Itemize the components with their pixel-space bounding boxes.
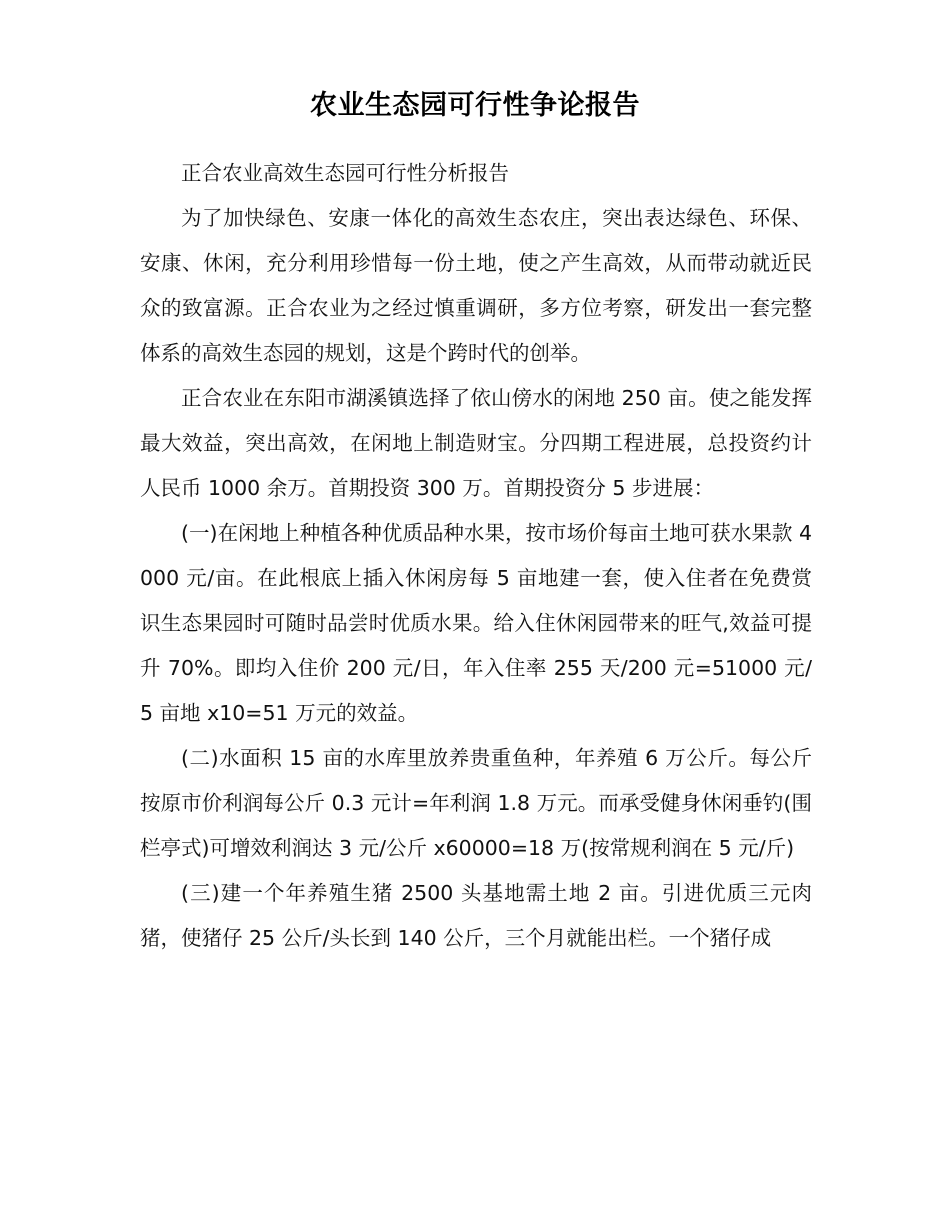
document-title: 农业生态园可行性争论报告 <box>310 90 640 121</box>
paragraph-subtitle: 正合农业高效生态园可行性分析报告 <box>181 161 509 185</box>
paragraph-step-3: (三)建一个年养殖生猪 2500 头基地需土地 2 亩。引进优质三元肉猪，使猪仔 25 公斤/头长到 140 公斤，三个月就能出栏。一个猪仔成 <box>140 881 812 950</box>
paragraph-intro: 为了加快绿色、安康一体化的高效生态农庄，突出表达绿色、环保、安康、休闲，充分利用珍惜每一份土地，使之产生高效，从而带动就近民众的致富源。正合农业为之经过慎重调研，多方位考察，研发出一套完整体系的高效生态园的规划，这是个跨时代的创举。 <box>140 206 812 365</box>
document-body <box>140 151 812 961</box>
paragraph-step-2: (二)水面积 15 亩的水库里放养贵重鱼种，年养殖 6 万公斤。每公斤按原市价利润每公斤 0.3 元计=年利润 1.8 万元。而承受健身休闲垂钓(围栏亭式)可增效利润达 3 元/公斤 x60000=18 万(按常规利润在 5 元/斤) <box>140 746 812 860</box>
paragraph-site: 正合农业在东阳市湖溪镇选择了依山傍水的闲地 250 亩。使之能发挥最大效益，突出高效，在闲地上制造财宝。分四期工程进展，总投资约计人民币 1000 余万。首期投资 300 万。首期投资分 5 步进展： <box>140 386 812 500</box>
paragraph-step-1: (一)在闲地上种植各种优质品种水果，按市场价每亩土地可获水果款 4000 元/亩。在此根底上插入休闲房每 5 亩地建一套，使入住者在免费赏识生态果园时可随时品尝时优质水果。给入住休闲园带来的旺气,效益可提升 70%。即均入住价 200 元/日，年入住率 255 天/200 元=51000 元/5 亩地 x10=51 万元的效益。 <box>140 521 812 725</box>
